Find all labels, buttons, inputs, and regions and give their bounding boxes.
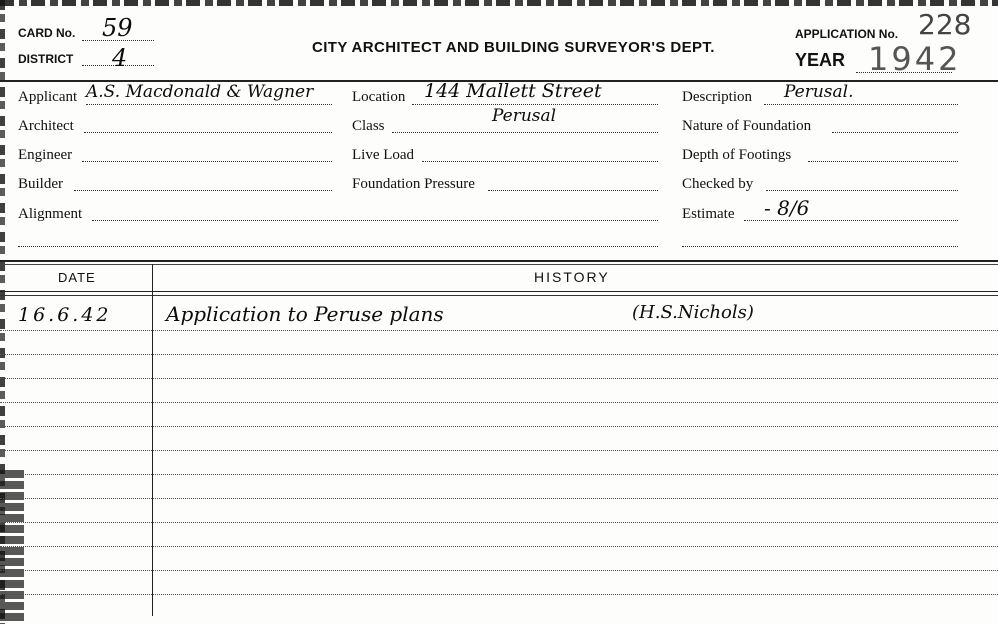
applicant-value: A.S. Macdonald & Wagner <box>86 82 314 102</box>
ruled-row <box>0 498 998 499</box>
description-line <box>764 104 958 105</box>
ruled-row <box>0 450 998 451</box>
history-row-signature: (H.S.Nichols) <box>632 302 754 323</box>
ruled-row <box>0 426 998 427</box>
depth-of-footings-label: Depth of Footings <box>682 147 792 163</box>
district-label: DISTRICT <box>18 52 74 66</box>
ruled-row <box>0 330 998 331</box>
year-value: 1942 <box>868 40 962 78</box>
class-value: Perusal <box>492 106 557 126</box>
applicant-label: Applicant <box>18 89 78 105</box>
scan-edge-bottom-left <box>0 470 24 624</box>
nature-of-foundation-label: Nature of Foundation <box>682 118 812 134</box>
application-no-label: APPLICATION No. <box>795 27 899 41</box>
estimate-label: Estimate <box>682 206 735 222</box>
table-top-rule-2 <box>0 264 998 265</box>
live-load-label: Live Load <box>352 147 415 163</box>
alignment-label: Alignment <box>18 206 83 222</box>
description-value: Perusal. <box>784 82 854 102</box>
card-no-value: 59 <box>102 14 133 42</box>
class-label: Class <box>352 118 385 134</box>
department-title: CITY ARCHITECT AND BUILDING SURVEYOR'S DEPT. <box>312 39 715 56</box>
depth-of-footings-line <box>808 161 958 162</box>
card-no-label: CARD No. <box>18 26 76 40</box>
scan-edge-top <box>0 0 998 6</box>
foundation-pressure-line <box>488 190 658 191</box>
ruled-row <box>0 474 998 475</box>
location-line <box>412 104 658 105</box>
architect-line <box>84 132 332 133</box>
year-label: YEAR <box>795 50 846 70</box>
architect-label: Architect <box>18 118 74 134</box>
header-row-rule-2 <box>0 295 998 296</box>
district-value: 4 <box>112 44 128 72</box>
ruled-row <box>0 378 998 379</box>
engineer-label: Engineer <box>18 147 73 163</box>
ruled-row <box>0 546 998 547</box>
checked-by-label: Checked by <box>682 176 754 192</box>
alignment-line-2 <box>18 246 658 247</box>
column-divider <box>152 264 153 616</box>
location-label: Location <box>352 89 406 105</box>
foundation-pressure-label: Foundation Pressure <box>352 176 475 192</box>
date-column-header: DATE <box>58 270 96 285</box>
application-no-value: 228 <box>918 8 972 41</box>
ruled-row <box>0 570 998 571</box>
history-row-entry: Application to Peruse plans <box>166 302 444 326</box>
description-label: Description <box>682 89 752 105</box>
history-column-header: HISTORY <box>534 269 610 285</box>
estimate-line-2 <box>682 246 958 247</box>
builder-label: Builder <box>18 176 63 192</box>
history-row-date: 16.6.42 <box>18 304 112 326</box>
live-load-line <box>422 161 658 162</box>
estimate-value: - 8/6 <box>764 196 810 220</box>
header-row-rule <box>0 291 998 292</box>
alignment-line <box>92 220 658 221</box>
applicant-line <box>86 104 332 105</box>
ruled-row <box>0 354 998 355</box>
location-value: 144 Mallett Street <box>424 80 602 102</box>
ruled-row <box>0 402 998 403</box>
class-line <box>392 132 658 133</box>
checked-by-line <box>766 190 958 191</box>
estimate-line <box>744 220 958 221</box>
table-top-rule <box>0 260 998 262</box>
ruled-row <box>0 594 998 595</box>
builder-line <box>74 190 332 191</box>
nature-of-foundation-line <box>832 132 958 133</box>
ruled-row <box>0 522 998 523</box>
engineer-line <box>82 161 332 162</box>
